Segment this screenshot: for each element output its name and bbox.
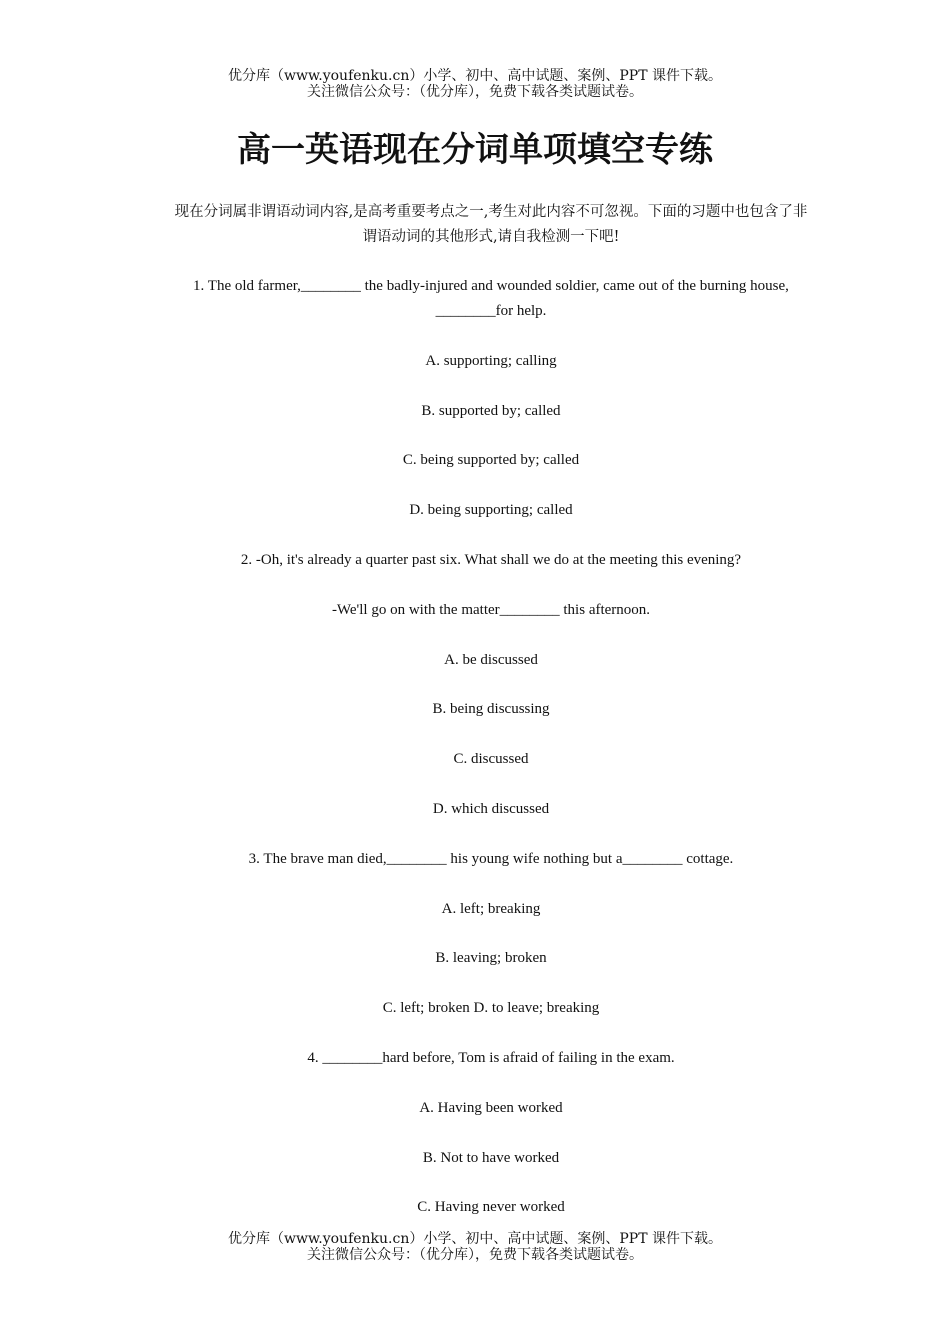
header-line-1: 优分库（www.youfenku.cn）小学、初中、高中试题、案例、PPT 课件下载。 (227, 68, 722, 84)
question-3: 3. The brave man died,________ his young wife nothing but a________ cottage. (248, 850, 734, 867)
option-2b: B. being discussing (432, 701, 550, 718)
option-1b: B. supported by; called (421, 402, 561, 419)
option-1c: C. being supported by; called (402, 452, 580, 469)
document-title: 高一英语现在分词单项填空专练 (237, 130, 713, 170)
footer-line-2: 关注微信公众号：（优分库），免费下载各类试题试卷。 (307, 1247, 643, 1263)
question-2: 2. -Oh, it's already a quarter past six. What shall we do at the meeting this evening? (240, 551, 742, 568)
option-4b: B. Not to have worked (422, 1149, 560, 1166)
footer-line-1: 优分库（www.youfenku.cn）小学、初中、高中试题、案例、PPT 课件下载。 (227, 1231, 722, 1247)
header-line-2: 关注微信公众号：（优分库），免费下载各类试题试卷。 (307, 84, 643, 100)
option-1d: D. being supporting; called (409, 502, 573, 519)
option-1a: A. supporting; calling (425, 352, 557, 369)
option-2d: D. which discussed (432, 800, 550, 817)
option-4a: A. Having been worked (419, 1099, 563, 1116)
option-3b: B. leaving; broken (435, 950, 547, 967)
intro-paragraph: 现在分词属非谓语动词内容,是高考重要考点之一,考生对此内容不可忽视。下面的习题中也包含了非谓语动词的其他形式,请自我检测一下吧! (174, 204, 808, 245)
question-1: 1. The old farmer,________ the badly-injured and wounded soldier, came out of the burning house, ________for help. (193, 278, 789, 319)
page-header (0, 68, 950, 100)
option-2c: C. discussed (453, 751, 529, 768)
page-footer (0, 1231, 950, 1263)
option-2a: A. be discussed (444, 651, 538, 668)
question-4: 4. ________hard before, Tom is afraid of failing in the exam. (307, 1049, 675, 1066)
option-4c: C. Having never worked (417, 1199, 565, 1216)
option-3a: A. left; breaking (441, 900, 541, 917)
question-2-reply: -We'll go on with the matter________ this afternoon. (331, 601, 651, 618)
option-3c-3d: C. left; broken D. to leave; breaking (382, 1000, 600, 1017)
exercise-content (160, 274, 822, 1245)
